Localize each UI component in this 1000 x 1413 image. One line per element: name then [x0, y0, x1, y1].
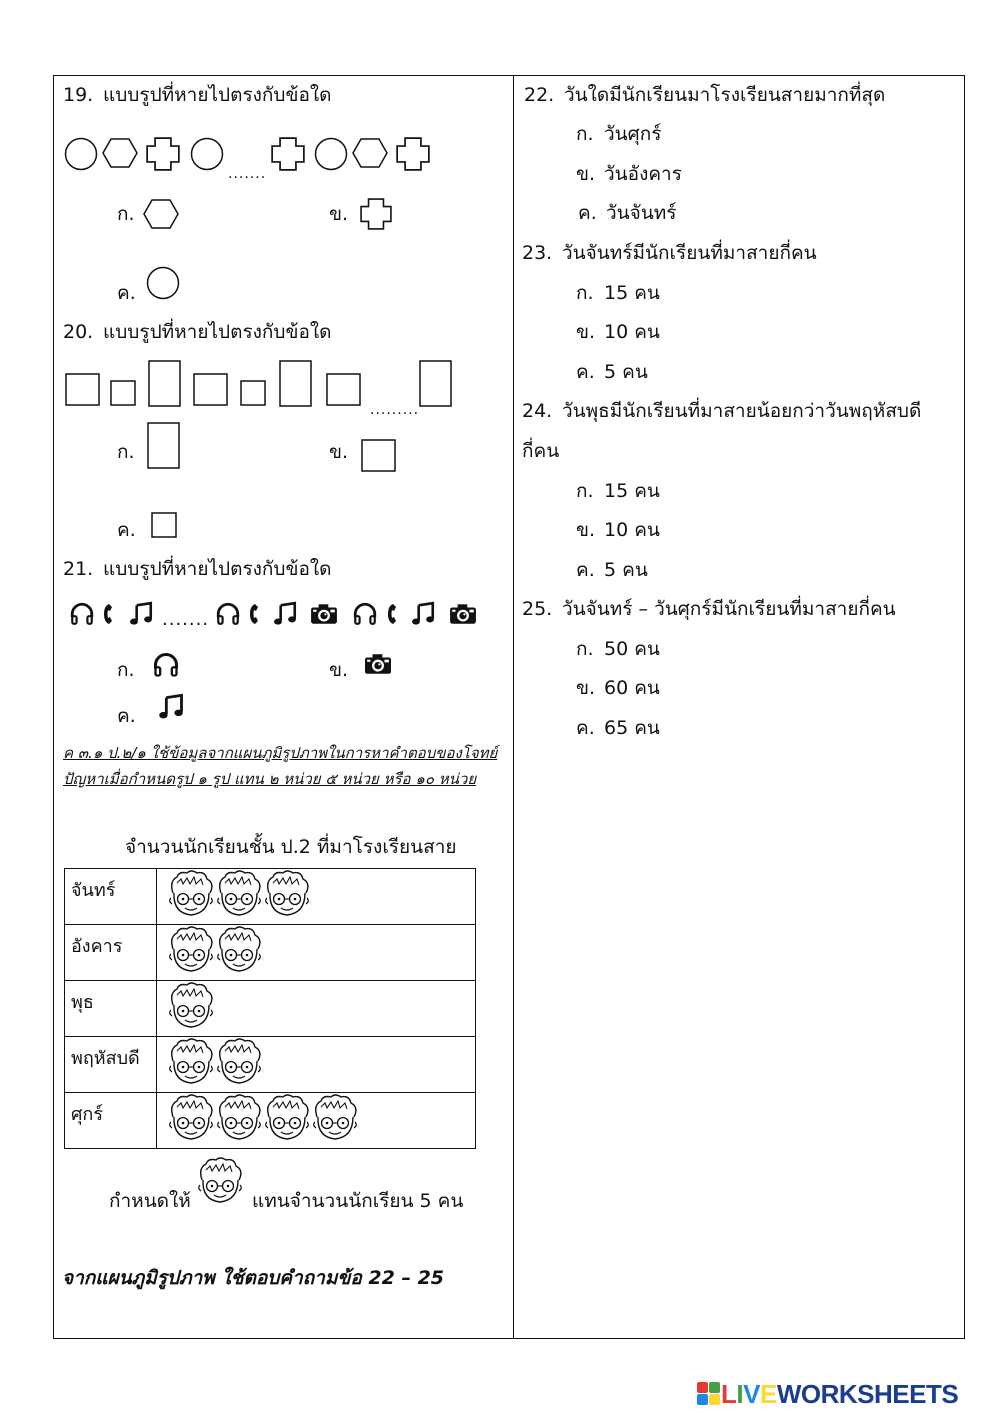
q22-text: วันใดมีนักเรียนมาโรงเรียนสายมากที่สุด	[564, 84, 886, 106]
large-square-shape	[326, 373, 362, 406]
phone-icon	[384, 601, 408, 627]
kid-face-icon	[213, 925, 265, 977]
q21-option-b-camera-icon[interactable]	[363, 651, 393, 677]
q21-option-c-music-note-icon[interactable]	[157, 693, 185, 721]
tall-rectangle-shape	[279, 360, 313, 407]
q25-option-b-label[interactable]: ข.	[576, 677, 596, 699]
q22-option-b-text[interactable]: วันอังคาร	[604, 163, 682, 185]
worksheet-frame	[53, 75, 965, 1339]
q21-option-a-headphone-icon[interactable]	[152, 651, 180, 679]
pictograph-day-label: พฤหัสบดี	[65, 1037, 157, 1093]
large-square-shape	[65, 373, 101, 406]
kid-face-icon	[213, 869, 265, 921]
music-note-icon	[272, 601, 298, 627]
kid-face-icon	[261, 1093, 313, 1145]
kid-face-icon	[165, 1093, 217, 1145]
pictograph-icons-cell	[157, 869, 476, 925]
circle-shape	[64, 137, 98, 171]
headphone-icon	[69, 601, 95, 627]
pictograph-day-label: อังคาร	[65, 925, 157, 981]
kid-face-icon	[213, 1037, 265, 1089]
phone-icon	[246, 601, 270, 627]
cross-shape	[268, 137, 308, 171]
q25-option-b-text[interactable]: 60 คน	[604, 677, 660, 699]
small-square-shape	[240, 380, 267, 406]
q24-option-b-label[interactable]: ข.	[576, 519, 596, 541]
q24-option-c-text[interactable]: 5 คน	[604, 559, 648, 581]
pictograph-row	[65, 925, 476, 981]
q20-option-c-label[interactable]: ค.	[117, 519, 136, 541]
large-square-shape	[193, 373, 229, 406]
pictograph-day-label: จันทร์	[65, 869, 157, 925]
phone-icon	[100, 601, 124, 627]
q23-option-b-text[interactable]: 10 คน	[604, 321, 660, 343]
circle-shape	[314, 137, 348, 171]
headphone-icon	[352, 601, 378, 627]
small-square-shape	[110, 380, 137, 406]
q22-option-c-label[interactable]: ค.	[578, 202, 597, 224]
q24-option-a-label[interactable]: ก.	[576, 480, 594, 502]
kid-face-icon	[309, 1093, 361, 1145]
kid-face-icon	[261, 869, 313, 921]
q24-option-a-text[interactable]: 15 คน	[604, 480, 660, 502]
q23-text: วันจันทร์มีนักเรียนที่มาสายกี่คน	[562, 242, 817, 264]
q21-option-b-label[interactable]: ข.	[329, 659, 349, 681]
pictograph-icons-cell	[157, 1093, 476, 1149]
pictograph-day-label: พุธ	[65, 981, 157, 1037]
liveworksheets-logo	[697, 1380, 958, 1408]
standard-note-line-2: ปัญหาเมื่อกำหนดรูป ๑ รูป แทน ๒ หน่วย ๕ หน่วย หรือ ๑๐ หน่วย	[63, 770, 477, 788]
q25-option-a-text[interactable]: 50 คน	[604, 638, 660, 660]
q20-option-a-tall-rectangle[interactable]	[147, 422, 181, 469]
q23-option-c-text[interactable]: 5 คน	[604, 361, 648, 383]
chart-title: จำนวนนักเรียนชั้น ป.2 ที่มาโรงเรียนสาย	[125, 836, 457, 858]
q22-number: 22.	[524, 84, 555, 106]
q23-option-b-label[interactable]: ข.	[576, 321, 596, 343]
q19-option-a-hexagon[interactable]	[143, 199, 179, 229]
q21-option-a-label[interactable]: ก.	[117, 659, 135, 681]
q20-option-a-label[interactable]: ก.	[117, 441, 135, 463]
q23-option-c-label[interactable]: ค.	[576, 361, 595, 383]
q23-option-a-text[interactable]: 15 คน	[604, 282, 660, 304]
cross-shape	[393, 137, 433, 171]
hexagon-shape	[352, 138, 388, 168]
q21-number: 21.	[63, 558, 94, 580]
q25-option-a-label[interactable]: ก.	[576, 638, 594, 660]
column-divider	[513, 75, 514, 1339]
cross-shape	[143, 137, 183, 171]
q21-blank: .......	[162, 609, 210, 630]
pictograph-row	[65, 869, 476, 925]
q20-option-c-small-square[interactable]	[151, 512, 178, 538]
q19-option-a-label[interactable]: ก.	[117, 203, 135, 225]
tall-rectangle-shape	[148, 360, 182, 407]
q23-number: 23.	[522, 242, 553, 264]
q20-blank: .........	[370, 402, 420, 418]
q21-text: แบบรูปที่หายไปตรงกับข้อใด	[103, 558, 332, 580]
kid-face-icon	[165, 981, 217, 1033]
q25-number: 25.	[522, 598, 553, 620]
q19-option-b-label[interactable]: ข.	[329, 203, 349, 225]
chart-key-suffix: แทนจำนวนนักเรียน 5 คน	[252, 1190, 464, 1212]
pictograph-icons-cell	[157, 925, 476, 981]
q19-blank: .......	[228, 166, 267, 182]
q24-text-continued: กี่คน	[522, 440, 560, 462]
q19-number: 19.	[63, 84, 94, 106]
q19-option-c-label[interactable]: ค.	[117, 282, 136, 304]
q24-text: วันพุธมีนักเรียนที่มาสายน้อยกว่าวันพฤหัสบดี	[562, 400, 922, 422]
q25-option-c-text[interactable]: 65 คน	[604, 717, 660, 739]
q23-option-a-label[interactable]: ก.	[576, 282, 594, 304]
pictograph-row	[65, 981, 476, 1037]
q21-option-c-label[interactable]: ค.	[117, 705, 136, 727]
q22-option-c-text[interactable]: วันจันทร์	[606, 202, 677, 224]
hexagon-shape	[102, 138, 138, 168]
q25-option-c-label[interactable]: ค.	[576, 717, 595, 739]
music-note-icon	[410, 601, 436, 627]
q25-text: วันจันทร์ – วันศุกร์มีนักเรียนที่มาสายกี่คน	[562, 598, 896, 620]
circle-shape	[190, 137, 224, 171]
q20-option-b-label[interactable]: ข.	[329, 441, 349, 463]
brand-name: LIVEWORKSHEETS	[721, 1378, 959, 1409]
pictograph-icons-cell	[157, 981, 476, 1037]
q24-number: 24.	[522, 400, 553, 422]
pictograph-icons-cell	[157, 1037, 476, 1093]
q22-option-b-label[interactable]: ข.	[576, 163, 596, 185]
chart-key-prefix: กำหนดให้	[109, 1190, 191, 1212]
q19-text: แบบรูปที่หายไปตรงกับข้อใด	[103, 84, 332, 106]
q24-option-c-label[interactable]: ค.	[576, 559, 595, 581]
q20-text: แบบรูปที่หายไปตรงกับข้อใด	[103, 321, 332, 343]
q20-number: 20.	[63, 321, 94, 343]
q22-option-a-text[interactable]: วันศุกร์	[604, 123, 662, 145]
pictograph-row	[65, 1093, 476, 1149]
pictograph-row	[65, 1037, 476, 1093]
q24-option-b-text[interactable]: 10 คน	[604, 519, 660, 541]
liveworksheets-logo-icon	[697, 1382, 721, 1406]
kid-face-icon	[165, 925, 217, 977]
music-note-icon	[128, 601, 154, 627]
camera-icon	[449, 601, 477, 627]
standard-note-line-1: ค ๓.๑ ป.๒/๑ ใช้ข้อมูลจากแผนภูมิรูปภาพในการหาคำตอบของโจทย์	[63, 744, 498, 762]
kid-face-icon	[213, 1093, 265, 1145]
q22-option-a-label[interactable]: ก.	[576, 123, 594, 145]
q19-option-b-cross[interactable]	[357, 198, 395, 230]
kid-face-key-icon	[194, 1156, 246, 1208]
camera-icon	[310, 601, 338, 627]
kid-face-icon	[165, 1037, 217, 1089]
kid-face-icon	[165, 869, 217, 921]
pictograph-day-label: ศุกร์	[65, 1093, 157, 1149]
pictograph-table	[64, 868, 476, 1149]
tall-rectangle-shape	[419, 360, 453, 407]
q20-option-b-large-square[interactable]	[361, 439, 397, 472]
footer-instruction: จากแผนภูมิรูปภาพ ใช้ตอบคำถามข้อ 22 – 25	[62, 1267, 445, 1289]
q19-option-c-circle[interactable]	[146, 266, 180, 300]
headphone-icon	[215, 601, 241, 627]
